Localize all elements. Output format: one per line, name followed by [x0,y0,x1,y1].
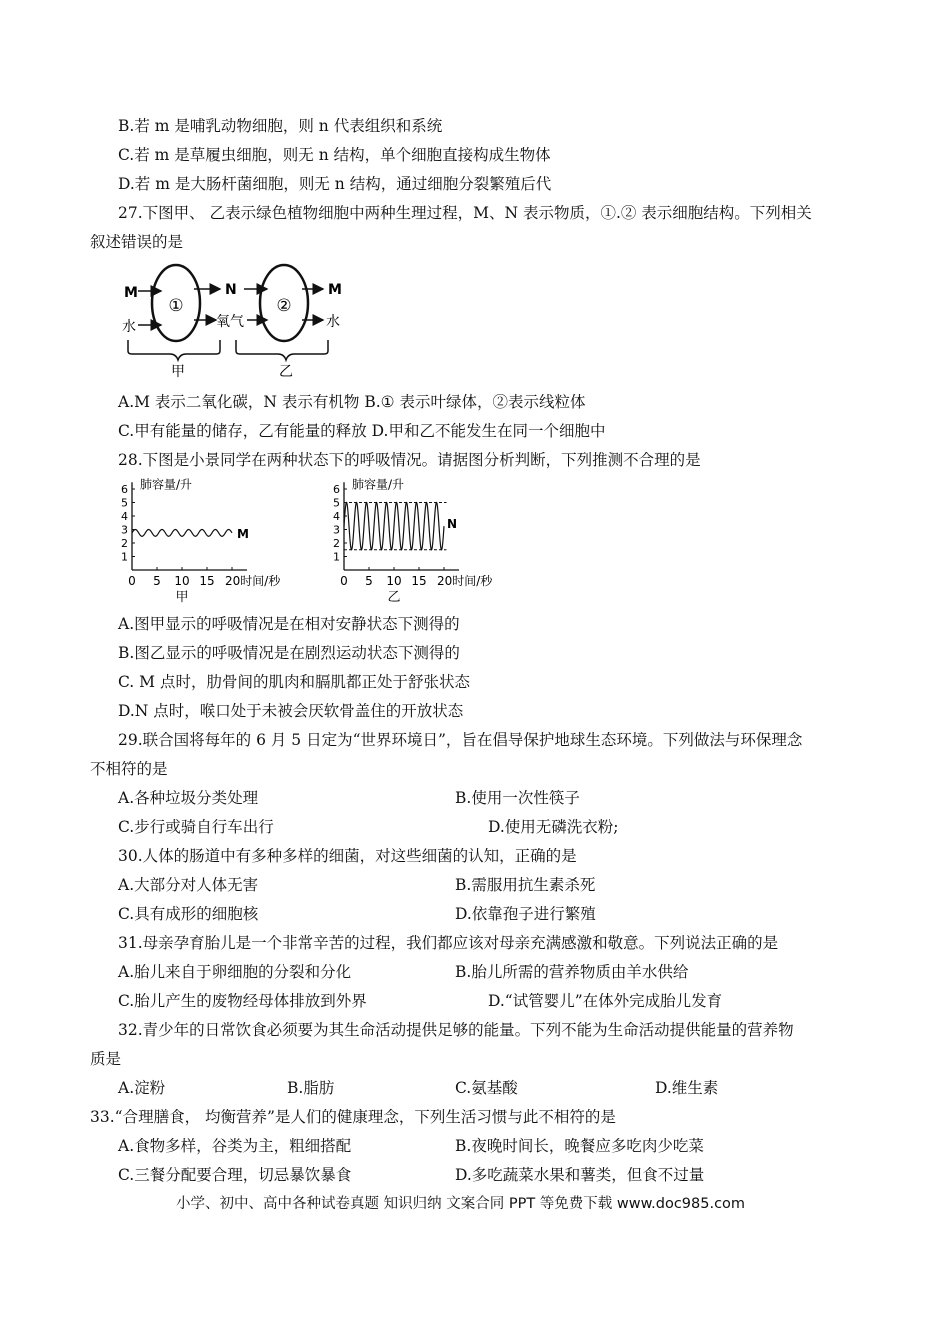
q32-stem-cont: 质是 [90,1050,122,1068]
q33-option-a: A.食物多样，谷类为主，粗细搭配 [118,1137,352,1155]
series-label: M [237,526,249,541]
y-tick-label: 6 [333,483,340,496]
oxygen-label: 氧气 [216,314,244,330]
q32-option-d: D.维生素 [655,1079,719,1097]
q26-option-b: B.若 m 是哺乳动物细胞，则 n 代表组织和系统 [118,117,443,135]
q26-option-c: C.若 m 是草履虫细胞，则无 n 结构，单个细胞直接构成生物体 [118,146,551,164]
q28-stem: 28.下图是小景同学在两种状态下的呼吸情况。请据图分析判断，下列推测不合理的是 [118,451,701,469]
q28-option-a: A.图甲显示的呼吸情况是在相对安静状态下测得的 [118,615,460,633]
m-label-right: M [328,282,342,298]
q28-option-b: B.图乙显示的呼吸情况是在剧烈运动状态下测得的 [118,644,460,662]
circle-2-label: ② [276,296,292,316]
q32-option-c: C.氨基酸 [455,1079,518,1097]
q29-stem: 29.联合国将每年的 6 月 5 日定为“世界环境日”，旨在倡导保护地球生态环境。下列做法与环保理念 [118,731,803,749]
q29-option-b: B.使用一次性筷子 [455,789,580,807]
x-axis-label: 20时间/秒 [225,574,281,588]
q30-stem: 30.人体的肠道中有多种多样的细菌，对这些细菌的认知，正确的是 [118,847,577,865]
label-yi: 乙 [279,364,293,380]
y-tick-label: 5 [333,496,340,510]
q32-option-b: B.脂肪 [287,1079,335,1097]
x-tick-label: 0 [340,574,348,588]
chart-title: 乙 [387,590,401,604]
q29-option-d: D.使用无磷洗衣粉; [488,818,619,836]
chart-title: 甲 [175,590,189,604]
q27-options-ab: A.M 表示二氧化碳，N 表示有机物 B.① 表示叶绿体，②表示线粒体 [118,393,586,411]
y-tick-label: 1 [121,550,128,564]
breathing-chart-jia [118,474,288,604]
q27-stem-cont: 叙述错误的是 [90,233,184,251]
q32-stem: 32.青少年的日常饮食必须要为其生命活动提供足够的能量。下列不能为生命活动提供能量的营养物 [118,1021,794,1039]
q33-option-b: B.夜晚时间长，晚餐应多吃肉少吃菜 [455,1137,704,1155]
q27-stem: 27.下图甲、 乙表示绿色植物细胞中两种生理过程，M、N 表示物质，①.② 表示细胞结构。下列相关 [118,204,812,222]
bracket-yi [236,340,328,360]
q33-stem: 33.“合理膳食， 均衡营养”是人们的健康理念，下列生活习惯与此不相符的是 [90,1108,616,1126]
x-tick-label: 5 [153,574,161,588]
q27-options-cd: C.甲有能量的储存，乙有能量的释放 D.甲和乙不能发生在同一个细胞中 [118,422,606,440]
q29-stem-cont: 不相符的是 [90,760,168,778]
y-tick-label: 2 [333,537,340,550]
x-tick-label: 0 [128,574,136,588]
bracket-jia [128,340,220,360]
circle-1-label: ① [168,296,184,316]
series-line [344,503,444,550]
y-axis-label: 肺容量/升 [140,477,193,492]
water-label-right: 水 [326,314,340,330]
q31-option-c: C.胎儿产生的废物经母体排放到外界 [118,992,367,1010]
y-tick-label: 5 [121,496,128,510]
q29-option-c: C.步行或骑自行车出行 [118,818,274,836]
q31-stem: 31.母亲孕育胎儿是一个非常辛苦的过程，我们都应该对母亲充满感激和敬意。下列说法正确的是 [118,934,779,952]
q27-cell-diagram [118,258,358,380]
q32-option-a: A.淀粉 [118,1079,166,1097]
page-footer: 小学、初中、高中各种试卷真题 知识归纳 文案合同 PPT 等免费下载 www.doc985.com [176,1196,746,1212]
y-tick-label: 4 [333,510,340,523]
label-jia: 甲 [171,364,185,380]
x-tick-label: 10 [386,574,402,588]
q33-option-d: D.多吃蔬菜水果和薯类，但食不过量 [455,1166,705,1184]
y-tick-label: 3 [333,523,340,537]
q30-option-a: A.大部分对人体无害 [118,876,259,894]
breathing-chart-yi [330,474,530,604]
x-tick-label: 10 [174,574,190,588]
x-tick-label: 5 [365,574,373,588]
q31-option-b: B.胎儿所需的营养物质由羊水供给 [455,963,689,981]
q31-option-d: D.“试管婴儿”在体外完成胎儿发育 [488,992,723,1010]
water-label-left: 水 [122,319,136,335]
x-tick-label: 15 [411,574,427,588]
m-label-left: M [124,285,138,301]
y-tick-label: 2 [121,537,128,550]
q26-option-d: D.若 m 是大肠杆菌细胞，则无 n 结构，通过细胞分裂繁殖后代 [118,175,552,193]
x-axis-label: 20时间/秒 [437,574,493,588]
series-label: N [447,517,458,532]
q29-option-a: A.各种垃圾分类处理 [118,789,259,807]
q31-option-a: A.胎儿来自于卵细胞的分裂和分化 [118,963,352,981]
y-tick-label: 1 [333,550,340,564]
q30-option-b: B.需服用抗生素杀死 [455,876,596,894]
q28-option-c: C. M 点时，肋骨间的肌肉和膈肌都正处于舒张状态 [118,673,470,691]
y-axis-label: 肺容量/升 [352,477,405,492]
y-tick-label: 4 [121,510,128,523]
y-tick-label: 3 [121,523,128,537]
x-tick-label: 15 [199,574,215,588]
series-line [132,530,232,537]
q30-option-c: C.具有成形的细胞核 [118,905,259,923]
q33-option-c: C.三餐分配要合理，切忌暴饮暴食 [118,1166,352,1184]
q28-option-d: D.N 点时，喉口处于未被会厌软骨盖住的开放状态 [118,702,464,720]
y-tick-label: 6 [121,483,128,496]
n-label: N [225,282,237,298]
q30-option-d: D.依靠孢子进行繁殖 [455,905,596,923]
